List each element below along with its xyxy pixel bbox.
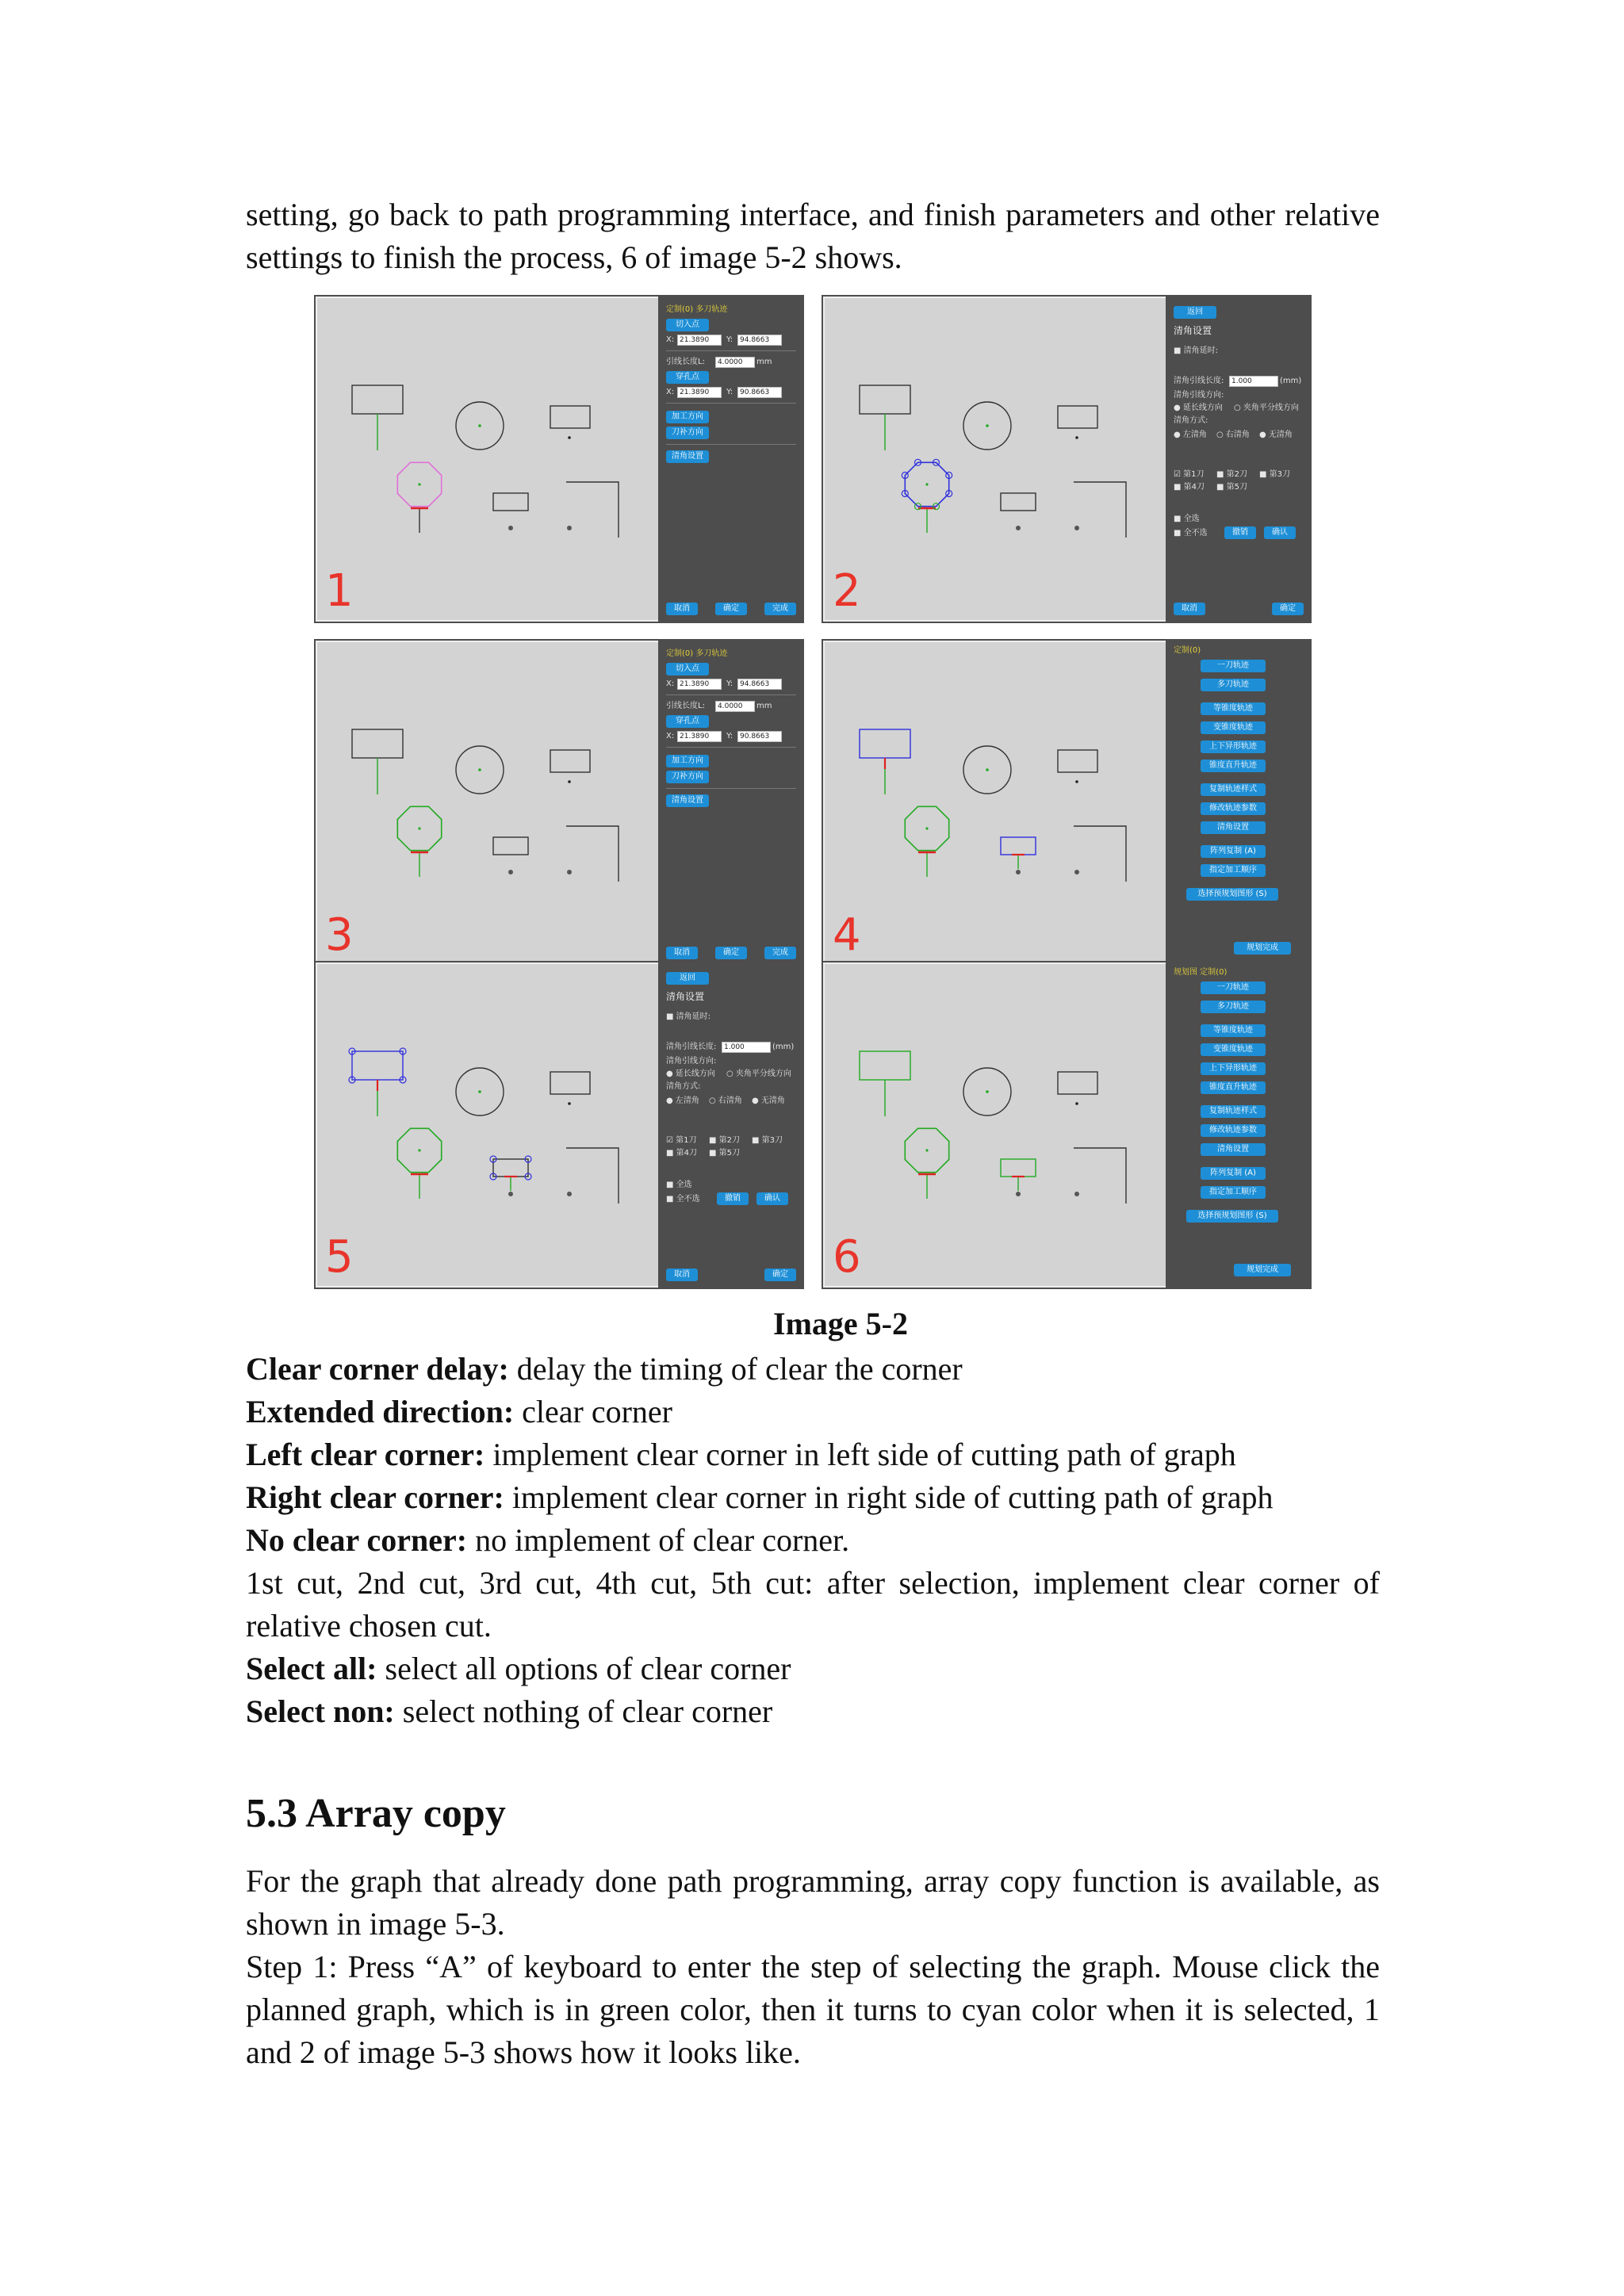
canvas-rectangle [1001,493,1036,511]
canvas-drawing [825,642,1166,964]
canvas-rectangle [550,1072,590,1094]
menu-item[interactable]: 锥度直升轨迹 [1201,1081,1266,1094]
canvas-drawing [317,964,658,1286]
point [567,870,572,874]
panel-label: ■ 全不选 [666,1195,700,1203]
menu-item[interactable]: 阵列复制 (A) [1201,845,1266,858]
panel-label: ● 延长线方向 [666,1070,715,1078]
drawing-canvas[interactable] [823,641,1167,966]
finish-button[interactable]: 完成 [764,603,796,615]
back-button[interactable]: 返回 [666,972,709,985]
circle-center [986,768,989,771]
point [1074,526,1079,530]
panel-divider [666,444,796,445]
drawing-canvas[interactable] [823,962,1167,1288]
panel-label: (mm) [772,1043,795,1051]
control-panel [1166,639,1312,967]
panel-label: ■ 第4刀 [666,1149,697,1158]
octagon-center [418,827,420,829]
panel-number: 2 [833,565,861,617]
panel-label: ● 无清角 [752,1096,785,1105]
panel-label: 清角方式: [1174,416,1208,425]
panel-label: X: [666,679,675,688]
pierce-point-button[interactable]: 穿孔点 [666,715,709,728]
panel-label: ■ 第4刀 [1174,483,1205,492]
screenshot-panel-4 [822,639,1312,967]
panel-label: ● 左清角 [666,1096,699,1105]
octagon-center [418,483,420,485]
ok-button[interactable]: 确认 [1264,526,1296,539]
screenshot-panel-3 [314,639,804,967]
menu-item[interactable]: 一刀轨迹 [1201,660,1266,672]
value-field[interactable]: 4.0000 [715,357,755,368]
panel-label: 规划图 定制(0) [1174,968,1228,977]
menu-item[interactable]: 上下异形轨迹 [1201,1062,1266,1075]
canvas-rectangle [493,1159,528,1177]
panel-label: ● 无清角 [1259,430,1293,439]
menu-item[interactable]: 选择预规划图形 (S) [1186,888,1278,901]
panel-divider [666,747,796,748]
octagon-center [925,827,928,829]
panel-number: 3 [325,909,354,961]
cut-direction-button[interactable]: 加工方向 [666,755,709,767]
value-field[interactable]: 90.8663 [737,387,782,398]
point [568,1102,571,1105]
lead-in-point-button[interactable]: 切入点 [666,663,709,675]
point [1016,526,1021,530]
panel-label: Y: [726,388,733,396]
menu-item[interactable]: 多刀轨迹 [1201,1001,1266,1013]
panel-label: ■ 第3刀 [1259,470,1290,479]
panel-label: 引线长度L: [666,702,705,710]
canvas-rectangle [1058,406,1097,428]
point [508,1192,513,1196]
point [1075,436,1078,439]
menu-item[interactable]: 修改轨迹参数 [1201,802,1266,815]
point [567,1192,572,1196]
undo-button[interactable]: 撤销 [1224,526,1256,539]
kerf-direction-button[interactable]: 刀补方向 [666,771,709,783]
panel-label: 定制(0) 多刀轨迹 [666,305,728,314]
ok-button[interactable]: 确认 [756,1192,788,1205]
panel-label: ■ 第2刀 [1216,470,1247,479]
menu-item[interactable]: 清角设置 [1201,1143,1266,1156]
canvas-corner-shape [566,826,619,882]
definition-item: Select all: select all options of clear corner [246,1651,791,1686]
panel-label: ■ 全选 [1174,515,1200,523]
value-field[interactable]: 21.3890 [677,335,722,346]
control-panel [1166,295,1312,623]
definition-item: Select non: select nothing of clear corner [246,1693,773,1729]
canvas-drawing [317,642,658,964]
menu-item[interactable]: 变锥度轨迹 [1201,721,1266,734]
panel-label: ● 延长线方向 [1174,404,1223,412]
canvas-rectangle [493,837,528,855]
menu-item[interactable]: 等锥度轨迹 [1201,1024,1266,1037]
panel-label: 定制(0) 多刀轨迹 [666,649,728,658]
panel-number: 5 [325,1231,354,1283]
panel-divider [666,350,796,351]
finish-planning-button[interactable]: 规划完成 [1234,1264,1291,1276]
value-field[interactable]: 90.8663 [737,731,782,742]
point [568,780,571,783]
point [1074,1192,1079,1196]
point [567,526,572,530]
canvas-rectangle [1001,1159,1036,1177]
value-field[interactable]: 4.0000 [715,701,755,712]
menu-item[interactable]: 等锥度轨迹 [1201,702,1266,715]
confirm-button[interactable]: 确定 [715,947,747,959]
definition-item: Left clear corner: implement clear corner in left side of cutting path of graph [246,1437,1236,1472]
canvas-corner-shape [1074,826,1126,882]
confirm-button[interactable]: 确定 [764,1269,796,1281]
canvas-rectangle [860,1051,910,1080]
panel-label: Y: [726,335,733,344]
panel-number: 1 [325,565,354,617]
screenshot-panel-1 [314,295,804,623]
panel-label: 清角引线长度: [666,1043,717,1051]
corner-settings-button[interactable]: 清角设置 [666,794,709,807]
canvas-rectangle [860,385,910,414]
menu-item[interactable]: 复制轨迹样式 [1201,1105,1266,1118]
panel-label: 清角设置 [666,991,705,1002]
panel-label: ■ 第5刀 [1216,483,1247,492]
panel-label: mm [756,358,772,366]
confirm-button[interactable]: 确定 [1272,603,1304,615]
point [1074,870,1079,874]
menu-item[interactable]: 指定加工顺序 [1201,1186,1266,1199]
panel-label: ● 左清角 [1174,430,1207,439]
menu-item[interactable]: 复制轨迹样式 [1201,783,1266,796]
canvas-rectangle [1001,837,1036,855]
drawing-canvas[interactable] [316,962,660,1288]
value-field[interactable]: 21.3890 [677,679,722,690]
point [1016,870,1021,874]
panel-label: ■ 第3刀 [752,1136,783,1145]
definitions-list [246,1348,1380,1733]
octagon-center [925,1149,928,1151]
cancel-button[interactable]: 取消 [666,947,698,959]
panel-label: Y: [726,732,733,740]
drawing-canvas[interactable] [316,297,660,622]
panel-label: 清角引线方向: [666,1057,717,1066]
menu-item[interactable]: 变锥度轨迹 [1201,1043,1266,1056]
panel-label: ■ 全不选 [1174,529,1208,538]
panel-label: X: [666,732,675,740]
screenshot-panel-2 [822,295,1312,623]
octagon-center [925,483,928,485]
point [568,436,571,439]
confirm-button[interactable]: 确定 [715,603,747,615]
canvas-rectangle [860,729,910,758]
panel-label: ○ 夹角平分线方向 [726,1070,791,1078]
definition-item: Right clear corner: implement clear corner in right side of cutting path of graph [246,1479,1274,1515]
panel-label: ○ 夹角平分线方向 [1234,404,1299,412]
control-panel [658,295,804,623]
circle-center [478,424,481,427]
panel-number: 6 [833,1231,861,1283]
canvas-rectangle [352,1051,403,1080]
panel-label: 清角方式: [666,1082,701,1091]
panel-label: X: [666,335,675,344]
circle-center [986,424,989,427]
menu-item[interactable]: 阵列复制 (A) [1201,1167,1266,1180]
panel-label: (mm) [1280,377,1302,385]
drawing-canvas[interactable] [316,641,660,966]
cancel-button[interactable]: 取消 [1174,603,1205,615]
canvas-drawing [317,298,658,620]
panel-divider [666,403,796,404]
menu-item[interactable]: 选择预规划图形 (S) [1186,1210,1278,1223]
panel-label: mm [756,702,772,710]
finish-button[interactable]: 完成 [764,947,796,959]
canvas-rectangle [493,493,528,511]
value-field[interactable]: 94.8663 [737,679,782,690]
value-field[interactable]: 94.8663 [737,335,782,346]
panel-label: ○ 右清角 [709,1096,742,1105]
panel-label: ■ 清角延时: [666,1012,710,1021]
canvas-rectangle [1058,1072,1097,1094]
corner-settings-button[interactable]: 清角设置 [666,450,709,463]
canvas-rectangle [1058,750,1097,772]
cancel-button[interactable]: 取消 [666,603,698,615]
menu-item[interactable]: 清角设置 [1201,821,1266,834]
cut-direction-button[interactable]: 加工方向 [666,411,709,423]
canvas-rectangle [352,729,403,758]
panel-number: 4 [833,909,861,961]
definition-item: No clear corner: no implement of clear corner. [246,1522,850,1558]
control-panel [658,961,804,1289]
section-body [246,1860,1380,2074]
drawing-canvas[interactable] [823,297,1167,622]
point [1075,780,1078,783]
canvas-corner-shape [566,1148,619,1203]
cancel-button[interactable]: 取消 [666,1269,698,1281]
panel-label: ■ 全选 [666,1181,692,1189]
octagon-center [418,1149,420,1151]
panel-label: Y: [726,679,733,688]
lead-in-point-button[interactable]: 切入点 [666,319,709,331]
screenshot-panel-6 [822,961,1312,1289]
menu-item[interactable]: 一刀轨迹 [1201,982,1266,994]
canvas-drawing [825,964,1166,1286]
panel-label: ☑ 第1刀 [1174,470,1205,479]
circle-center [986,1090,989,1093]
undo-button[interactable]: 撤销 [717,1192,749,1205]
section-paragraph: Step 1: Press “A” of keyboard to enter the step of selecting the graph. Mouse click the planned graph, which is in green color, then it turns to cyan color when it is selected, 1 and 2 of image 5-3 shows how it looks like. [246,1949,1380,2070]
panel-label: 清角引线长度: [1174,377,1224,385]
point [508,870,513,874]
panel-label: ☑ 第1刀 [666,1136,697,1145]
canvas-drawing [825,298,1166,620]
control-panel [1166,961,1312,1289]
finish-planning-button[interactable]: 规划完成 [1234,942,1291,955]
panel-label: X: [666,388,675,396]
circle-center [478,768,481,771]
section-heading: 5.3 Array copy [246,1791,506,1836]
canvas-corner-shape [1074,1148,1126,1203]
value-field[interactable]: 1.000 [722,1042,771,1053]
menu-item[interactable]: 上下异形轨迹 [1201,740,1266,753]
definition-item: 1st cut, 2nd cut, 3rd cut, 4th cut, 5th cut: after selection, implement clear corner of relative chosen cut. [246,1565,1380,1644]
kerf-direction-button[interactable]: 刀补方向 [666,427,709,439]
value-field[interactable]: 21.3890 [677,731,722,742]
lead-paragraph: setting, go back to path programming interface, and finish parameters and other relative settings to finish the process, 6 of image 5-2 shows. [246,197,1380,275]
canvas-corner-shape [1074,482,1126,538]
figure-caption: Image 5-2 [773,1306,908,1341]
point [508,526,513,530]
screenshot-panel-5 [314,961,804,1289]
panel-divider [666,788,796,789]
section-paragraph: For the graph that already done path programming, array copy function is available, as shown in image 5-3. [246,1863,1380,1942]
canvas-rectangle [352,385,403,414]
menu-item[interactable]: 锥度直升轨迹 [1201,760,1266,772]
panel-label: ■ 第5刀 [709,1149,740,1158]
panel-label: 清角设置 [1174,325,1212,336]
value-field[interactable]: 1.000 [1229,376,1278,387]
circle-center [478,1090,481,1093]
panel-label: 清角引线方向: [1174,391,1224,400]
panel-label: 定制(0) [1174,646,1201,655]
panel-label: 引线长度L: [666,358,705,366]
menu-item[interactable]: 修改轨迹参数 [1201,1124,1266,1137]
point [1016,1192,1021,1196]
menu-item[interactable]: 指定加工顺序 [1201,864,1266,877]
canvas-rectangle [550,750,590,772]
canvas-rectangle [550,406,590,428]
definition-item: Clear corner delay: delay the timing of clear the corner [246,1351,963,1387]
control-panel [658,639,804,967]
menu-item[interactable]: 多刀轨迹 [1201,679,1266,691]
value-field[interactable]: 21.3890 [677,387,722,398]
definition-item: Extended direction: clear corner [246,1394,672,1429]
back-button[interactable]: 返回 [1174,306,1216,319]
canvas-corner-shape [566,482,619,538]
panel-label: ○ 右清角 [1216,430,1250,439]
point [1075,1102,1078,1105]
panel-label: ■ 清角延时: [1174,346,1218,355]
pierce-point-button[interactable]: 穿孔点 [666,371,709,384]
panel-label: ■ 第2刀 [709,1136,740,1145]
